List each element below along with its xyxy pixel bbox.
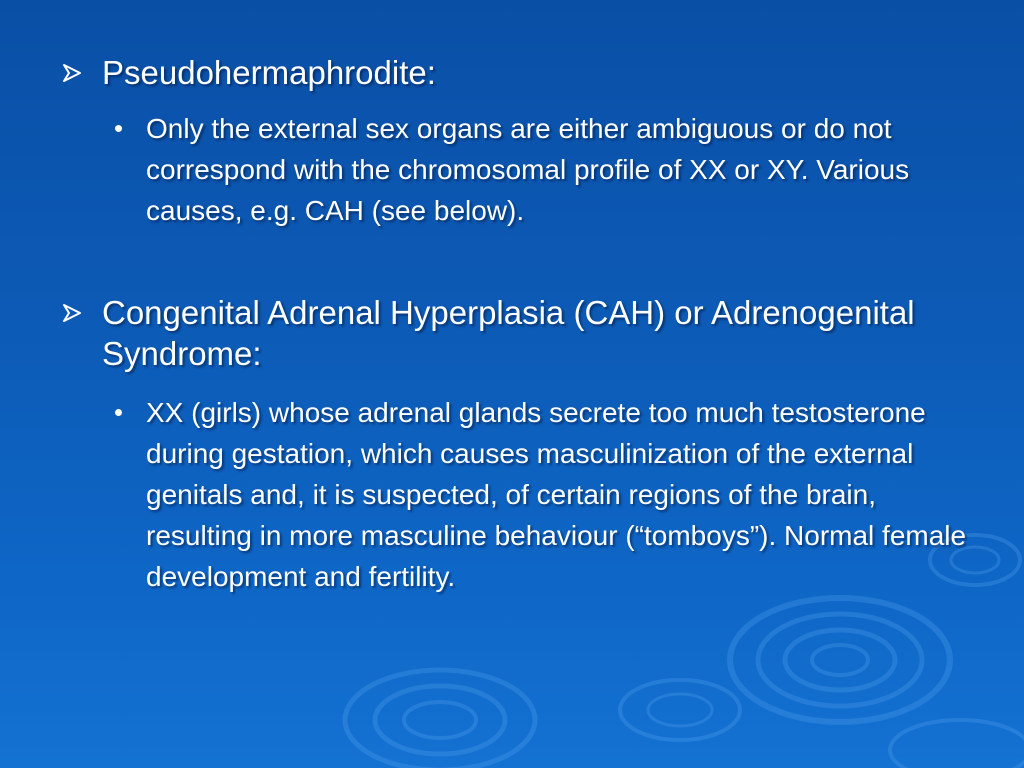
bullet-cah	[102, 292, 982, 374]
bullet-heading: Pseudohermaphrodite:	[102, 54, 436, 91]
sub-bullet-pseudohermaphrodite	[146, 108, 976, 231]
arrow-bullet-icon	[62, 63, 84, 83]
sub-bullet-cah	[146, 392, 976, 597]
sub-bullet-text: XX (girls) whose adrenal glands secrete too much testosterone during gestation, which causes masculinization of the external genitals and, it is suspected, of certain regions of the brain, resulting in more masculine behaviour (“tomboys”). Normal female development and fertility.	[146, 397, 967, 592]
bullet-pseudohermaphrodite	[102, 52, 982, 93]
arrow-bullet-icon	[62, 303, 84, 323]
sub-bullet-text: Only the external sex organs are either ambiguous or do not correspond with the chromosomal profile of XX or XY. Various causes, e.g. CAH (see below).	[146, 113, 910, 226]
dot-bullet-icon	[115, 125, 122, 132]
bullet-heading: Congenital Adrenal Hyperplasia (CAH) or Adrenogenital Syndrome:	[102, 294, 915, 372]
dot-bullet-icon	[115, 409, 122, 416]
